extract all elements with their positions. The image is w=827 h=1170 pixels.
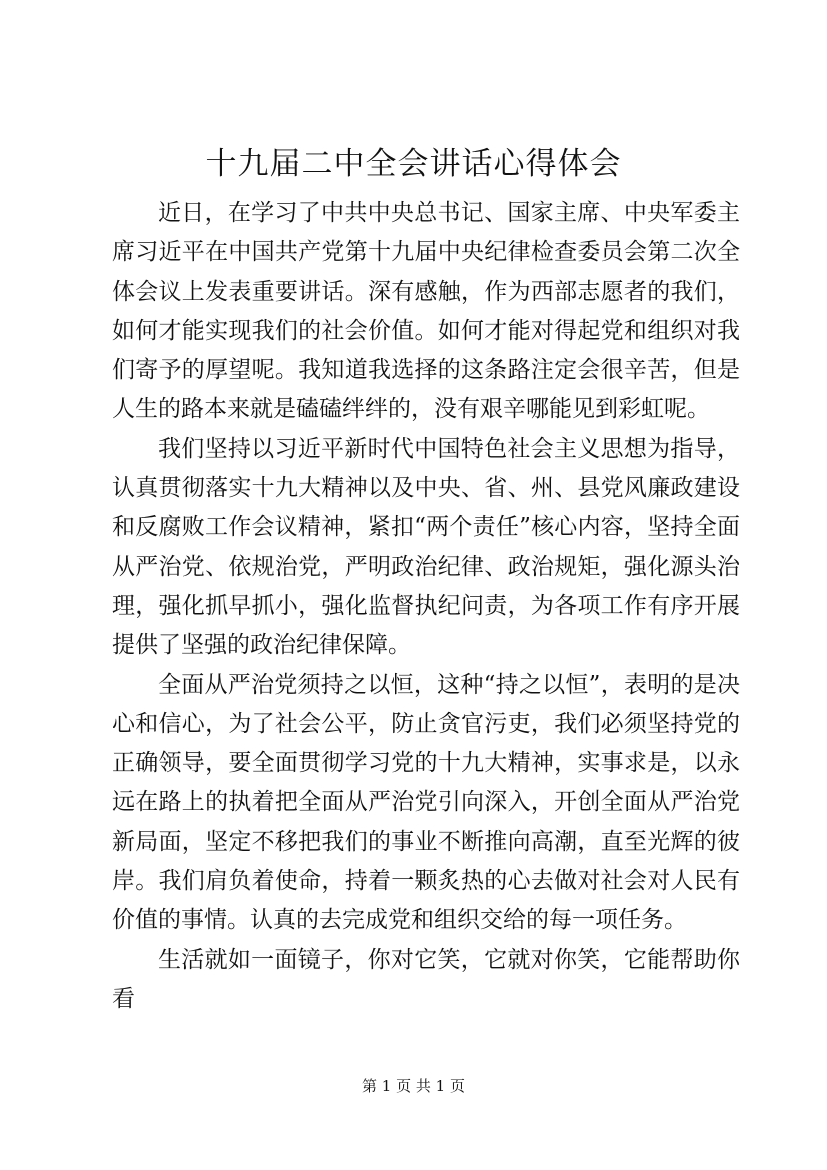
document-body (112, 194, 740, 1019)
document-title: 十九届二中全会讲话心得体会 (205, 146, 622, 182)
paragraph-1: 近日，在学习了中共中央总书记、国家主席、中央军委主席习近平在中国共产党第十九届中央纪律检查委员会第二次全体会议上发表重要讲话。深有感触，作为西部志愿者的我们，如何才能实现我们的社会价值。如何才能对得起党和组织对我们寄予的厚望呢。我知道我选择的这条路注定会很辛苦，但是人生的路本来就是磕磕绊绊的，没有艰辛哪能见到彩虹呢。 (112, 200, 740, 423)
paragraph-3: 全面从严治党须持之以恒，这种“持之以恒”，表明的是决心和信心，为了社会公平，防止贪官污吏，我们必须坚持党的正确领导，要全面贯彻学习党的十九大精神，实事求是，以永远在路上的执着把全面从严治党引向深入，开创全面从严治党新局面，坚定不移把我们的事业不断推向高潮，直至光辉的彼岸。我们肩负着使命，持着一颗炙热的心去做对社会对人民有价值的事情。认真的去完成党和组织交给的每一项任务。 (112, 671, 740, 934)
paragraph-4: 生活就如一面镜子，你对它笑，它就对你笑，它能帮助你看 (112, 946, 740, 1012)
paragraph-2: 我们坚持以习近平新时代中国特色社会主义思想为指导，认真贯彻落实十九大精神以及中央、省、州、县党风廉政建设和反腐败工作会议精神，紧扣“两个责任”核心内容，坚持全面从严治党、依规治党，严明政治纪律、政治规矩，强化源头治理，强化抓早抓小，强化监督执纪问责，为各项工作有序开展提供了坚强的政治纪律保障。 (112, 435, 740, 659)
page-footer: 第 1 页 共 1 页 (362, 1077, 465, 1095)
